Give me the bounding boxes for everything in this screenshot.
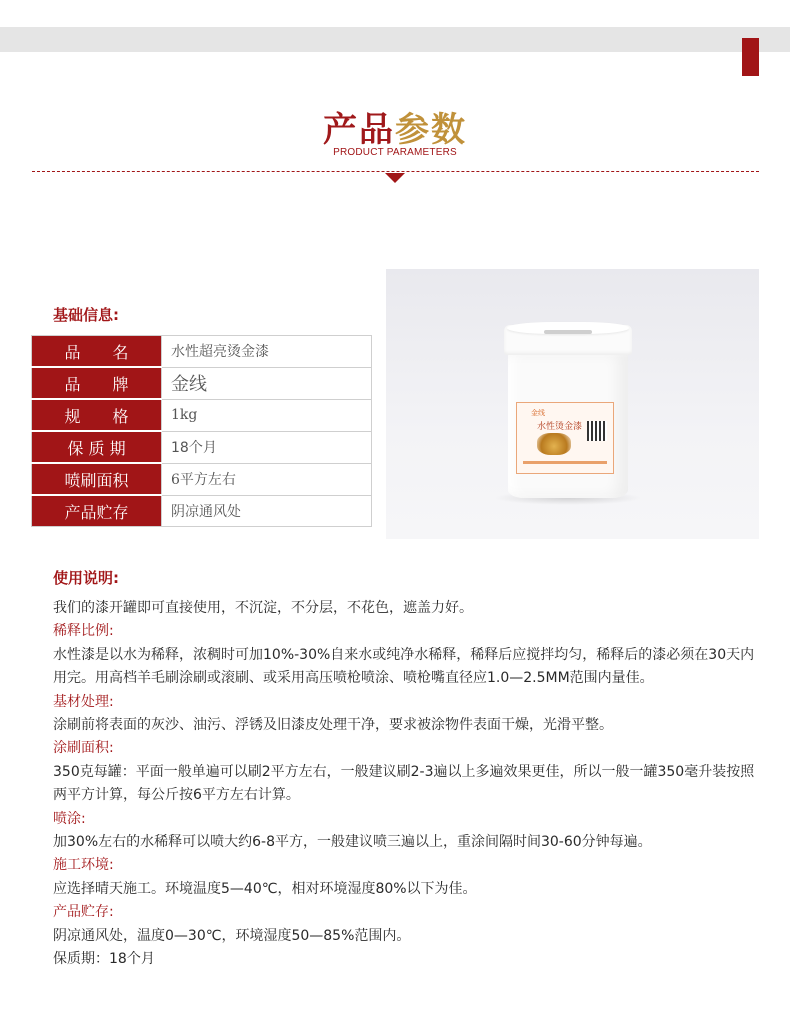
param-key: 喷刷面积	[32, 463, 162, 495]
section-title: 喷涂:	[53, 810, 86, 827]
page-subtitle: PRODUCT PARAMETERS	[333, 147, 457, 158]
table-row	[32, 336, 372, 368]
page-title-part1: 产品	[323, 110, 395, 150]
param-value: 阴凉通风处	[162, 495, 372, 527]
page-title	[0, 102, 790, 151]
table-row	[32, 495, 372, 527]
section-body: 加30%左右的水稀释可以喷大约6-8平方，一般建议喷三遍以上，重涂间隔时间30-60分钟每遍。	[53, 834, 652, 851]
param-key: 保 质 期	[32, 431, 162, 463]
param-value: 1kg	[162, 399, 372, 431]
divider-arrow-icon	[385, 173, 405, 183]
shelf-life: 保质期：18个月	[53, 951, 155, 968]
param-value: 6平方左右	[162, 463, 372, 495]
table-row	[32, 399, 372, 431]
param-value: 金线	[162, 367, 372, 399]
jar-label-name: 水性烫金漆	[537, 422, 583, 432]
param-value: 水性超亮烫金漆	[162, 336, 372, 368]
jar-label	[516, 402, 614, 474]
usage-heading: 使用说明:	[53, 569, 119, 587]
jar-lid-label	[544, 330, 592, 334]
section-body: 水性漆是以水为稀释，浓稠时可加10%-30%自来水或纯净水稀释，稀释后应搅拌均匀，稀释后的漆必须在30天内用完。用高档羊毛刷涂刷或滚刷、或采用高压喷枪喷涂、喷枪嘴直径应1.0—2.5MM范围内量佳。	[53, 646, 755, 687]
section-body: 350克每罐：平面一般单遍可以刷2平方左右，一般建议刷2-3遍以上多遍效果更佳，所以一般一罐350毫升装按照两平方计算，每公斤按6平方左右计算。	[53, 763, 755, 804]
param-key: 规 格	[32, 399, 162, 431]
usage-text	[53, 597, 763, 972]
section-title: 基材处理:	[53, 693, 114, 710]
section-title: 涂刷面积:	[53, 740, 114, 757]
param-key: 产品贮存	[32, 495, 162, 527]
table-row	[32, 431, 372, 463]
product-photo	[386, 269, 759, 539]
jar-label-brand: 金线	[531, 409, 545, 417]
table-row	[32, 367, 372, 399]
section-title: 产品贮存:	[53, 904, 114, 921]
jar-label-footer	[523, 461, 607, 464]
basic-info-heading: 基础信息:	[53, 306, 119, 324]
gold-pile-icon	[537, 433, 571, 455]
table-row	[32, 463, 372, 495]
qr-code-icon	[587, 421, 607, 441]
section-title: 稀释比例:	[53, 623, 114, 640]
paint-jar-icon	[504, 325, 632, 500]
section-body: 应选择晴天施工。环境温度5—40℃，相对环境湿度80%以下为佳。	[53, 880, 477, 897]
title-divider	[32, 171, 759, 172]
param-key: 品 牌	[32, 367, 162, 399]
param-value: 18个月	[162, 431, 372, 463]
top-band	[0, 27, 790, 52]
usage-intro: 我们的漆开罐即可直接使用，不沉淀，不分层，不花色，遮盖力好。	[53, 600, 473, 616]
corner-tab	[742, 38, 759, 76]
page-title-part2: 参数	[395, 110, 467, 150]
section-body: 涂刷前将表面的灰沙、油污、浮锈及旧漆皮处理干净，要求被涂物件表面干燥，光滑平整。	[53, 717, 613, 734]
param-key: 品 名	[32, 336, 162, 368]
params-table	[31, 335, 372, 527]
section-body: 阴凉通风处，温度0—30℃，环境湿度50—85%范围内。	[53, 927, 411, 944]
section-title: 施工环境:	[53, 857, 114, 874]
